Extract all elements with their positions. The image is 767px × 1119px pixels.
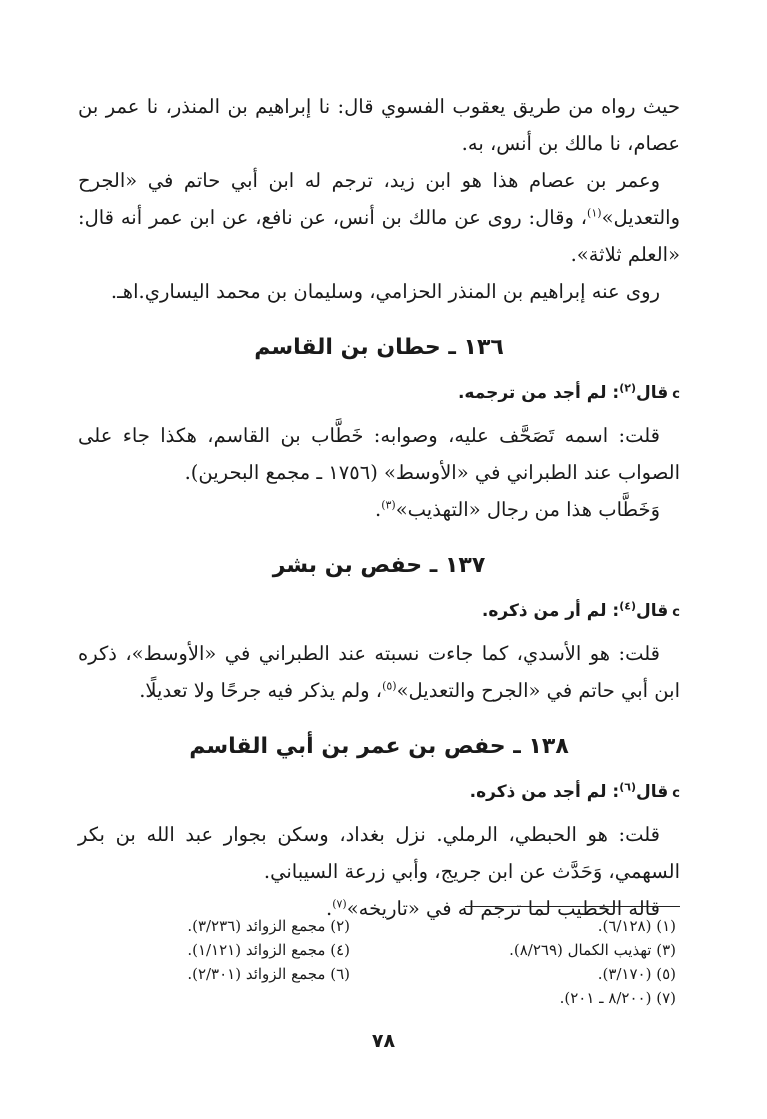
qal-label: قال [636,601,669,621]
footnote-ref[interactable]: (٢) [619,381,637,395]
paragraph-text: قلت: هو الأسدي، كما جاءت نسبته عند الطبراني في «الأوسط»، ذكره ابن أبي حاتم في «الجرح والتعديل» [78,642,680,702]
entry-heading-138: ١٣٨ ـ حفص بن عمر بن أبي القاسم [189,734,569,759]
paragraph: قلت: هو الحبطي، الرملي. نزل بغداد، وسكن بجوار عبد الله بن بكر السهمي، وَحَدَّث عن ابن جريج، وأبي زرعة السيباني. [78,823,680,883]
paragraph-text: . [375,498,382,521]
entry-heading-137: ١٣٧ ـ حفص بن بشر [272,553,486,578]
qal-label: قال [636,383,669,403]
footnote-5: (٥) (٣/١٧٠). [597,965,676,983]
qal-line [78,596,680,628]
footnote-4: (٤) مجمع الزوائد (١/١٢١). [187,941,350,959]
bullet-marker: c [672,387,680,402]
paragraph-text: ، وقال: روى عن مالك بن أنس، عن نافع، عن ابن عمر أنه قال: «العلم ثلاثة». [78,206,680,266]
paragraph: قلت: اسمه تَصَحَّف عليه، وصوابه: خَطَّاب بن القاسم، هكذا جاء على الصواب عند الطبراني في «الأوسط» (١٧٥٦ ـ مجمع البحرين). [78,424,680,484]
footnote-6: (٦) مجمع الزوائد (٢/٣٠١). [187,965,350,983]
footnote-column-right [376,914,676,1010]
footnote-1: (١) (٦/١٢٨). [597,917,676,935]
paragraph [78,162,680,273]
paragraph: حيث رواه من طريق يعقوب الفسوي قال: نا إبراهيم بن المنذر، نا عمر بن عصام، نا مالك بن أنس، به. [78,95,680,155]
footnote-ref[interactable]: (٧) [332,897,347,911]
footnote-ref[interactable]: (٤) [619,599,637,613]
bullet-marker: c [672,605,680,620]
qal-text: : لم أجد من ترجمه. [457,383,620,403]
paragraph-text: وعمر بن عصام هذا هو ابن زيد، ترجم له ابن أبي حاتم في «الجرح والتعديل» [78,169,680,229]
qal-label: قال [636,782,669,802]
footnote-2: (٢) مجمع الزوائد (٣/٢٣٦). [187,917,350,935]
paragraph-text: . [325,897,333,920]
footnote-column-left [80,914,350,986]
page-number: ٧٨ [371,1030,396,1052]
qal-line [78,777,680,809]
qal-line [78,378,680,410]
footnote-ref[interactable]: (٦) [619,780,637,794]
paragraph: روى عنه إبراهيم بن المنذر الحزامي، وسليمان بن محمد اليساري.اهـ. [110,280,660,303]
entry-heading-136: ١٣٦ ـ حطان بن القاسم [254,335,504,360]
footnote-ref[interactable]: (٥) [382,679,397,693]
footnote-divider [465,906,680,907]
footnote-7: (٧) (٨/٢٠٠ ـ ٢٠١). [559,989,676,1007]
qal-text: : لم أجد من ذكره. [469,782,620,802]
bullet-marker: c [672,786,680,801]
footnote-3: (٣) تهذيب الكمال (٨/٢٦٩). [509,941,676,959]
paragraph [78,635,680,709]
paragraph-text: ، ولم يذكر فيه جرحًا ولا تعديلًا. [139,679,383,702]
paragraph [78,491,680,528]
footnote-ref[interactable]: (٣) [381,498,396,512]
qal-text: : لم أر من ذكره. [481,601,620,621]
paragraph-text: وَخَطَّاب هذا من رجال «التهذيب» [395,498,660,521]
paragraph-text: قاله الخطيب لما ترجم له في «تاريخه» [346,897,660,920]
page-body [78,88,680,927]
footnote-ref[interactable]: (١) [587,206,602,220]
